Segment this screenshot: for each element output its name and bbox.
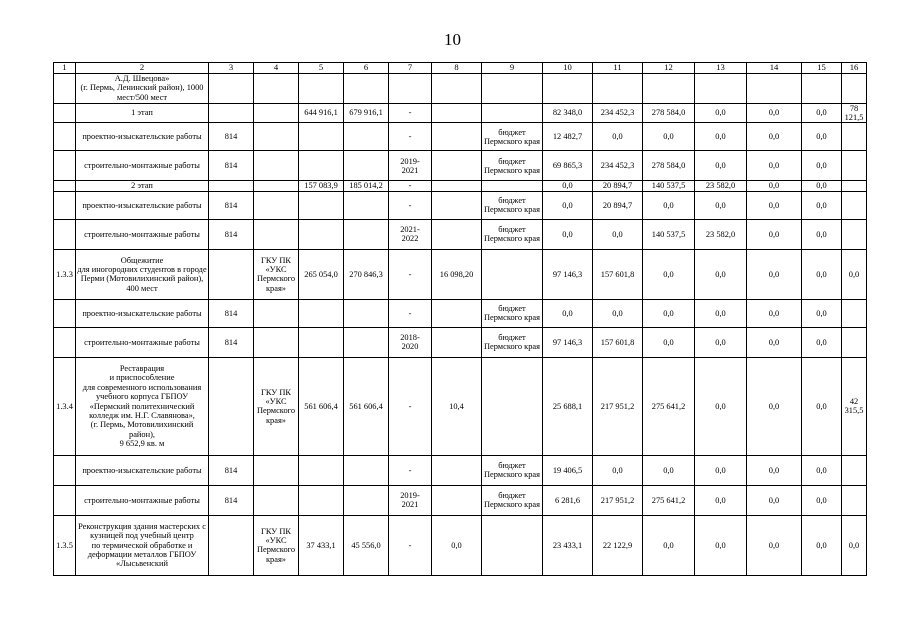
table-cell: 275 641,2 bbox=[643, 357, 695, 455]
table-cell bbox=[432, 181, 482, 191]
table-cell bbox=[299, 485, 344, 515]
table-row bbox=[54, 103, 867, 123]
row-name-cell: проектно-изыскательские работы bbox=[76, 191, 209, 219]
header-row bbox=[54, 63, 867, 74]
col-header: 7 bbox=[389, 63, 432, 74]
table-cell bbox=[432, 485, 482, 515]
col-header: 10 bbox=[543, 63, 593, 74]
table-cell: 0,0 bbox=[802, 515, 842, 575]
col-header: 4 bbox=[254, 63, 299, 74]
budget-table bbox=[53, 62, 867, 576]
table-cell bbox=[299, 191, 344, 219]
table-cell bbox=[254, 191, 299, 219]
table-cell: 1.3.4 bbox=[54, 357, 76, 455]
table-cell bbox=[54, 191, 76, 219]
table-cell: 20 894,7 bbox=[593, 191, 643, 219]
table-cell: ГКУ ПК «УКС Пермского края» bbox=[254, 515, 299, 575]
table-cell bbox=[254, 327, 299, 357]
table-cell: 644 916,1 bbox=[299, 103, 344, 123]
table-cell bbox=[54, 151, 76, 181]
col-header: 16 bbox=[842, 63, 867, 74]
table-cell: 0,0 bbox=[842, 515, 867, 575]
table-cell: ГКУ ПК «УКС Пермского края» bbox=[254, 249, 299, 299]
table-cell: 157 083,9 bbox=[299, 181, 344, 191]
table-cell: бюджет Пермского края bbox=[482, 123, 543, 151]
table-cell: 23 582,0 bbox=[695, 181, 747, 191]
table-cell: 2019- 2021 bbox=[389, 485, 432, 515]
table-cell: 0,0 bbox=[695, 485, 747, 515]
table-cell: 814 bbox=[209, 123, 254, 151]
table-cell: 10,4 bbox=[432, 357, 482, 455]
table-cell: 278 584,0 bbox=[643, 151, 695, 181]
table-cell: бюджет Пермского края bbox=[482, 485, 543, 515]
table-cell bbox=[482, 181, 543, 191]
table-cell: 0,0 bbox=[747, 515, 802, 575]
table-cell bbox=[482, 249, 543, 299]
table-cell: 0,0 bbox=[802, 151, 842, 181]
table-cell: 22 122,9 bbox=[593, 515, 643, 575]
col-header: 6 bbox=[344, 63, 389, 74]
table-cell bbox=[344, 485, 389, 515]
table-cell bbox=[344, 123, 389, 151]
table-cell bbox=[254, 219, 299, 249]
table-cell: 0,0 bbox=[802, 249, 842, 299]
col-header: 14 bbox=[747, 63, 802, 74]
row-name-cell: строительно-монтажные работы bbox=[76, 219, 209, 249]
table-row bbox=[54, 485, 867, 515]
table-cell: 0,0 bbox=[747, 123, 802, 151]
table-cell: 0,0 bbox=[695, 299, 747, 327]
table-cell bbox=[842, 191, 867, 219]
row-name-cell: строительно-монтажные работы bbox=[76, 151, 209, 181]
table-cell: 0,0 bbox=[695, 151, 747, 181]
col-header: 9 bbox=[482, 63, 543, 74]
table-cell bbox=[254, 73, 299, 103]
table-cell bbox=[209, 103, 254, 123]
table-cell bbox=[432, 151, 482, 181]
table-cell: 0,0 bbox=[695, 455, 747, 485]
row-name-cell: Реконструкция здания мастерских с кузницей под учебный центр по термической обработке и деформации металлов ГБПОУ «Лысьвенский bbox=[76, 515, 209, 575]
table-cell: 97 146,3 bbox=[543, 327, 593, 357]
row-name-cell: Реставрация и приспособление для современного использования учебного корпуса ГБПОУ «Пермский политехнический колледж им. Н.Г. Славянова», (г. Пермь, Мотовилихинский район), 9 652,9 кв. м bbox=[76, 357, 209, 455]
table-cell: 0,0 bbox=[593, 299, 643, 327]
col-header: 1 bbox=[54, 63, 76, 74]
row-name-cell: проектно-изыскательские работы bbox=[76, 299, 209, 327]
col-header: 8 bbox=[432, 63, 482, 74]
table-cell bbox=[54, 219, 76, 249]
table-cell bbox=[54, 299, 76, 327]
table-cell bbox=[54, 485, 76, 515]
table-cell: 0,0 bbox=[802, 357, 842, 455]
table-cell bbox=[432, 327, 482, 357]
table-row bbox=[54, 299, 867, 327]
table-cell: 42 315,5 bbox=[842, 357, 867, 455]
row-name-cell: проектно-изыскательские работы bbox=[76, 123, 209, 151]
row-name-cell: 2 этап bbox=[76, 181, 209, 191]
col-header: 12 bbox=[643, 63, 695, 74]
table-cell: - bbox=[389, 455, 432, 485]
table-cell bbox=[842, 73, 867, 103]
table-cell: 0,0 bbox=[802, 219, 842, 249]
table-cell: 0,0 bbox=[695, 249, 747, 299]
table-cell: 0,0 bbox=[802, 123, 842, 151]
table-cell: 0,0 bbox=[747, 455, 802, 485]
table-cell bbox=[842, 181, 867, 191]
table-cell bbox=[344, 151, 389, 181]
table-cell: 814 bbox=[209, 327, 254, 357]
table-cell: 814 bbox=[209, 299, 254, 327]
table-cell bbox=[209, 181, 254, 191]
table-cell bbox=[54, 327, 76, 357]
table-cell bbox=[254, 485, 299, 515]
table-cell bbox=[54, 181, 76, 191]
table-cell: 0,0 bbox=[543, 299, 593, 327]
table-cell: 16 098,20 bbox=[432, 249, 482, 299]
table-cell: бюджет Пермского края bbox=[482, 327, 543, 357]
table-cell: 814 bbox=[209, 485, 254, 515]
row-name-cell: 1 этап bbox=[76, 103, 209, 123]
table-cell bbox=[432, 191, 482, 219]
table-cell: 19 406,5 bbox=[543, 455, 593, 485]
table-cell: 20 894,7 bbox=[593, 181, 643, 191]
table-cell: 0,0 bbox=[643, 249, 695, 299]
table-cell: 25 688,1 bbox=[543, 357, 593, 455]
table-cell bbox=[254, 123, 299, 151]
col-header: 11 bbox=[593, 63, 643, 74]
col-header: 2 bbox=[76, 63, 209, 74]
table-cell: 1.3.5 bbox=[54, 515, 76, 575]
table-cell bbox=[299, 123, 344, 151]
table-cell: 814 bbox=[209, 151, 254, 181]
table-cell: 0,0 bbox=[747, 219, 802, 249]
table-cell bbox=[209, 515, 254, 575]
table-cell: 2021- 2022 bbox=[389, 219, 432, 249]
table-cell: 0,0 bbox=[593, 455, 643, 485]
table-cell: 561 606,4 bbox=[344, 357, 389, 455]
table-cell: 679 916,1 bbox=[344, 103, 389, 123]
table-cell: - bbox=[389, 181, 432, 191]
table-row bbox=[54, 327, 867, 357]
table-cell bbox=[842, 327, 867, 357]
table-row bbox=[54, 219, 867, 249]
table-cell: - bbox=[389, 103, 432, 123]
table-cell bbox=[432, 73, 482, 103]
table-cell: 275 641,2 bbox=[643, 485, 695, 515]
table-row bbox=[54, 123, 867, 151]
table-cell: - bbox=[389, 299, 432, 327]
table-cell bbox=[482, 73, 543, 103]
table-cell: 45 556,0 bbox=[344, 515, 389, 575]
table-cell bbox=[482, 103, 543, 123]
table-cell: 0,0 bbox=[593, 219, 643, 249]
table-cell bbox=[432, 455, 482, 485]
col-header: 15 bbox=[802, 63, 842, 74]
table-cell: 6 281,6 bbox=[543, 485, 593, 515]
table-cell bbox=[482, 357, 543, 455]
table-cell: бюджет Пермского края bbox=[482, 299, 543, 327]
table-cell bbox=[747, 73, 802, 103]
table-cell: 0,0 bbox=[747, 485, 802, 515]
table-cell bbox=[299, 327, 344, 357]
table-cell: 0,0 bbox=[643, 515, 695, 575]
table-cell bbox=[344, 299, 389, 327]
table-cell bbox=[54, 73, 76, 103]
table-cell: 0,0 bbox=[643, 327, 695, 357]
table-cell: 0,0 bbox=[543, 219, 593, 249]
table-cell bbox=[54, 455, 76, 485]
table-cell: 12 482,7 bbox=[543, 123, 593, 151]
col-header: 3 bbox=[209, 63, 254, 74]
table-cell: 0,0 bbox=[747, 249, 802, 299]
row-name-cell: А.Д. Швецова» (г. Пермь, Ленинский район), 1000 мест/500 мест bbox=[76, 73, 209, 103]
table-cell bbox=[254, 455, 299, 485]
table-cell: 0,0 bbox=[643, 455, 695, 485]
table-cell bbox=[254, 151, 299, 181]
table-cell: - bbox=[389, 123, 432, 151]
table-cell bbox=[842, 123, 867, 151]
table-cell bbox=[842, 455, 867, 485]
table-cell bbox=[432, 219, 482, 249]
table-cell: 157 601,8 bbox=[593, 327, 643, 357]
table-cell bbox=[344, 191, 389, 219]
table-cell: 270 846,3 bbox=[344, 249, 389, 299]
table-row bbox=[54, 151, 867, 181]
table-cell: 37 433,1 bbox=[299, 515, 344, 575]
table-cell bbox=[254, 103, 299, 123]
table-cell bbox=[299, 73, 344, 103]
table-cell: 82 348,0 bbox=[543, 103, 593, 123]
table-cell: 1.3.3 bbox=[54, 249, 76, 299]
table-cell: 140 537,5 bbox=[643, 181, 695, 191]
table-cell: 0,0 bbox=[593, 123, 643, 151]
table-row bbox=[54, 73, 867, 103]
table-cell: 0,0 bbox=[802, 299, 842, 327]
table-cell: бюджет Пермского края bbox=[482, 219, 543, 249]
table-cell: 0,0 bbox=[802, 181, 842, 191]
table-cell bbox=[254, 299, 299, 327]
table-cell bbox=[344, 327, 389, 357]
table-cell: бюджет Пермского края bbox=[482, 455, 543, 485]
table-cell bbox=[54, 123, 76, 151]
table-cell: ГКУ ПК «УКС Пермского края» bbox=[254, 357, 299, 455]
table-cell bbox=[432, 123, 482, 151]
table-cell: 234 452,3 bbox=[593, 151, 643, 181]
table-cell: 0,0 bbox=[802, 327, 842, 357]
table-cell: 0,0 bbox=[747, 151, 802, 181]
table-cell bbox=[842, 151, 867, 181]
table-cell: 814 bbox=[209, 455, 254, 485]
table-cell bbox=[842, 219, 867, 249]
table-cell bbox=[299, 151, 344, 181]
table-cell: 217 951,2 bbox=[593, 485, 643, 515]
table-cell bbox=[54, 103, 76, 123]
table-cell: 0,0 bbox=[747, 181, 802, 191]
table-cell: 157 601,8 bbox=[593, 249, 643, 299]
table-cell: 0,0 bbox=[842, 249, 867, 299]
table-row bbox=[54, 191, 867, 219]
table-cell bbox=[543, 73, 593, 103]
table-cell: 23 582,0 bbox=[695, 219, 747, 249]
table-cell bbox=[432, 103, 482, 123]
table-cell: 0,0 bbox=[802, 191, 842, 219]
row-name-cell: строительно-монтажные работы bbox=[76, 327, 209, 357]
table-cell: 234 452,3 bbox=[593, 103, 643, 123]
table-cell: 23 433,1 bbox=[543, 515, 593, 575]
table-cell bbox=[389, 73, 432, 103]
table-cell: 0,0 bbox=[747, 191, 802, 219]
table-cell bbox=[695, 73, 747, 103]
table-cell: 0,0 bbox=[802, 485, 842, 515]
table-cell bbox=[344, 455, 389, 485]
table-cell: 217 951,2 bbox=[593, 357, 643, 455]
table-cell: 0,0 bbox=[802, 103, 842, 123]
table-cell: - bbox=[389, 249, 432, 299]
table-cell bbox=[344, 73, 389, 103]
row-name-cell: проектно-изыскательские работы bbox=[76, 455, 209, 485]
table-cell: 140 537,5 bbox=[643, 219, 695, 249]
table-cell bbox=[593, 73, 643, 103]
row-name-cell: строительно-монтажные работы bbox=[76, 485, 209, 515]
table-cell: 814 bbox=[209, 191, 254, 219]
table-cell: 0,0 bbox=[643, 191, 695, 219]
table-cell: - bbox=[389, 357, 432, 455]
table-cell bbox=[299, 219, 344, 249]
table-row bbox=[54, 181, 867, 191]
table-cell: 0,0 bbox=[695, 357, 747, 455]
table-cell: 0,0 bbox=[695, 123, 747, 151]
table-cell bbox=[802, 73, 842, 103]
table-cell: 97 146,3 bbox=[543, 249, 593, 299]
table-cell: 0,0 bbox=[802, 455, 842, 485]
table-cell: 0,0 bbox=[432, 515, 482, 575]
page-number: 10 bbox=[444, 30, 461, 49]
table-cell: 0,0 bbox=[695, 327, 747, 357]
table-cell bbox=[209, 73, 254, 103]
table-cell: бюджет Пермского края bbox=[482, 151, 543, 181]
table-cell: 0,0 bbox=[543, 181, 593, 191]
table-cell bbox=[209, 357, 254, 455]
table-cell bbox=[643, 73, 695, 103]
table-cell: - bbox=[389, 191, 432, 219]
table-cell: 185 014,2 bbox=[344, 181, 389, 191]
table-row bbox=[54, 515, 867, 575]
table-row bbox=[54, 455, 867, 485]
table-cell: 561 606,4 bbox=[299, 357, 344, 455]
table-cell bbox=[432, 299, 482, 327]
table-cell: 0,0 bbox=[747, 299, 802, 327]
table-cell: 0,0 bbox=[695, 515, 747, 575]
table-cell bbox=[299, 299, 344, 327]
table-cell bbox=[482, 515, 543, 575]
table-cell: 0,0 bbox=[695, 103, 747, 123]
table-cell: 814 bbox=[209, 219, 254, 249]
table-cell bbox=[344, 219, 389, 249]
table-cell bbox=[842, 299, 867, 327]
table-cell bbox=[299, 455, 344, 485]
table-cell: 2018- 2020 bbox=[389, 327, 432, 357]
table-cell: 2019- 2021 bbox=[389, 151, 432, 181]
table-row bbox=[54, 357, 867, 455]
table-cell: - bbox=[389, 515, 432, 575]
table-cell bbox=[254, 181, 299, 191]
table-cell: 69 865,3 bbox=[543, 151, 593, 181]
col-header: 5 bbox=[299, 63, 344, 74]
table-cell: 0,0 bbox=[747, 327, 802, 357]
row-name-cell: Общежитие для иногородних студентов в городе Перми (Мотовилихинский район), 400 мест bbox=[76, 249, 209, 299]
table-cell: 0,0 bbox=[747, 103, 802, 123]
table-cell: 265 054,0 bbox=[299, 249, 344, 299]
table-cell bbox=[842, 485, 867, 515]
table-cell: 78 121,5 bbox=[842, 103, 867, 123]
table-cell: 0,0 bbox=[543, 191, 593, 219]
table-cell: бюджет Пермского края bbox=[482, 191, 543, 219]
table-cell: 0,0 bbox=[695, 191, 747, 219]
table-cell: 0,0 bbox=[643, 299, 695, 327]
table-row bbox=[54, 249, 867, 299]
table-cell bbox=[209, 249, 254, 299]
col-header: 13 bbox=[695, 63, 747, 74]
table-cell: 278 584,0 bbox=[643, 103, 695, 123]
table-cell: 0,0 bbox=[643, 123, 695, 151]
table-cell: 0,0 bbox=[747, 357, 802, 455]
